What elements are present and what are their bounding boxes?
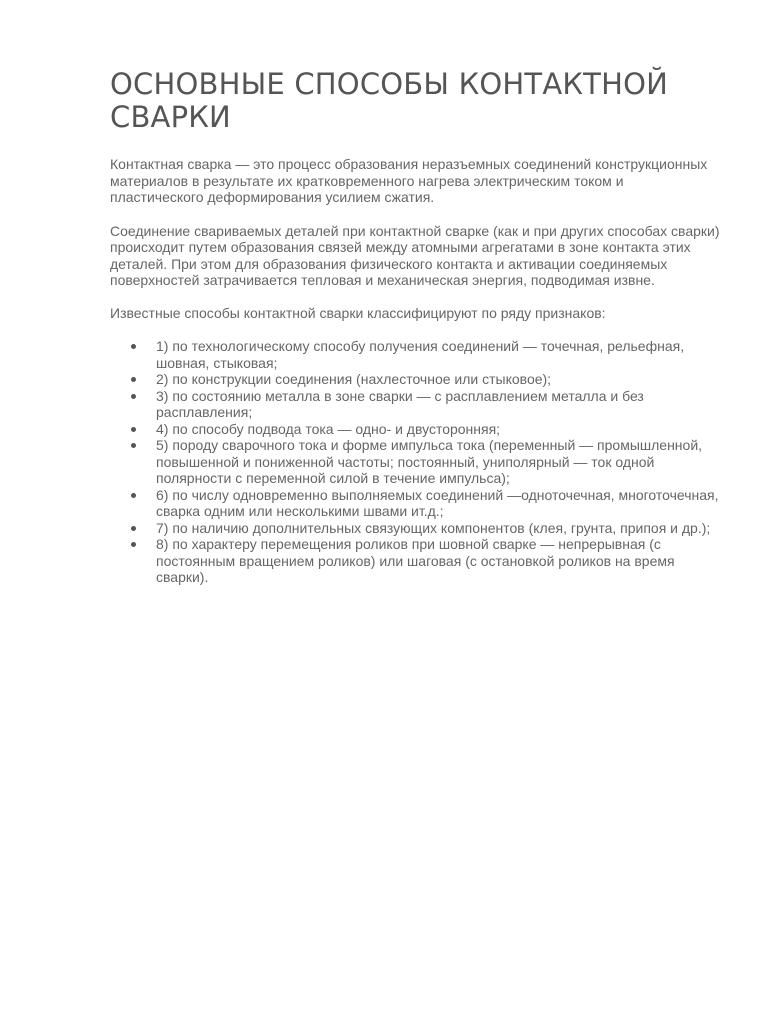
bullet-icon	[131, 493, 136, 498]
list-item	[110, 388, 720, 421]
list-item-text: 8) по характеру перемещения роликов при шовной сварке — непрерывная (с постоянным вращением роликов) или шаговая (с остановкой роликов на время сварки).	[156, 536, 675, 585]
list-item	[110, 487, 720, 520]
list-item-text: 5) породу сварочного тока и форме импульса тока (переменный — промышленной, повышенной и пониженной частоты; постоянный, униполярный — ток одной полярности с переменной силой в течение импульса);	[156, 437, 703, 486]
list-item	[110, 536, 720, 586]
list-item	[110, 338, 720, 371]
list-item-text: 1) по технологическому способу получения соединений — точечная, рельефная, шовная, стыковая;	[156, 338, 685, 371]
bullet-icon	[131, 394, 136, 399]
list-item-text: 7) по наличию дополнительных связующих компонентов (клея, грунта, припоя и др.);	[156, 519, 711, 536]
list-item-text: 2) по конструкции соединения (нахлесточное или стыковое);	[156, 371, 552, 387]
document-page	[110, 68, 720, 586]
list-item-text: 4) по способу подвода тока — одно- и двусторонняя;	[156, 420, 501, 437]
classification-paragraph: Известные способы контактной сварки классифицируют по ряду признаков:	[110, 304, 606, 321]
bullet-icon	[131, 526, 136, 531]
contact-paragraph: Соединение свариваемых деталей при контактной сварке (как и при других способах сварки) происходит путем образования связей между атомными агрегатами в зоне контакта этих деталей. При этом для образования физического контакта и активации соединяемых поверхностей затрачивается тепловая и механическая энергия, подводимая извне.	[110, 222, 720, 288]
document-title: ОСНОВНЫЕ СПОСОБЫ КОНТАКТНОЙ СВАРКИ	[110, 67, 668, 134]
list-item	[110, 437, 720, 487]
intro-paragraph: Контактная сварка — это процесс образования неразъемных соединений конструкционных материалов в результате их кратковременного нагрева электрическим током и пластического деформирования усилием сжатия.	[110, 156, 708, 205]
bullet-icon	[131, 344, 136, 349]
bullet-icon	[131, 542, 136, 547]
classification-list	[110, 338, 720, 586]
list-item	[110, 371, 720, 388]
list-item-text: 6) по числу одновременно выполняемых соединений —одноточечная, многоточечная, сварка одним или несколькими швами ит.д.;	[156, 486, 719, 519]
list-item	[110, 520, 720, 537]
bullet-icon	[131, 443, 136, 448]
list-item-text: 3) по состоянию металла в зоне сварки — с расплавлением металла и без расплавления;	[156, 387, 644, 420]
bullet-icon	[131, 377, 136, 382]
list-item	[110, 421, 720, 438]
bullet-icon	[131, 427, 136, 432]
